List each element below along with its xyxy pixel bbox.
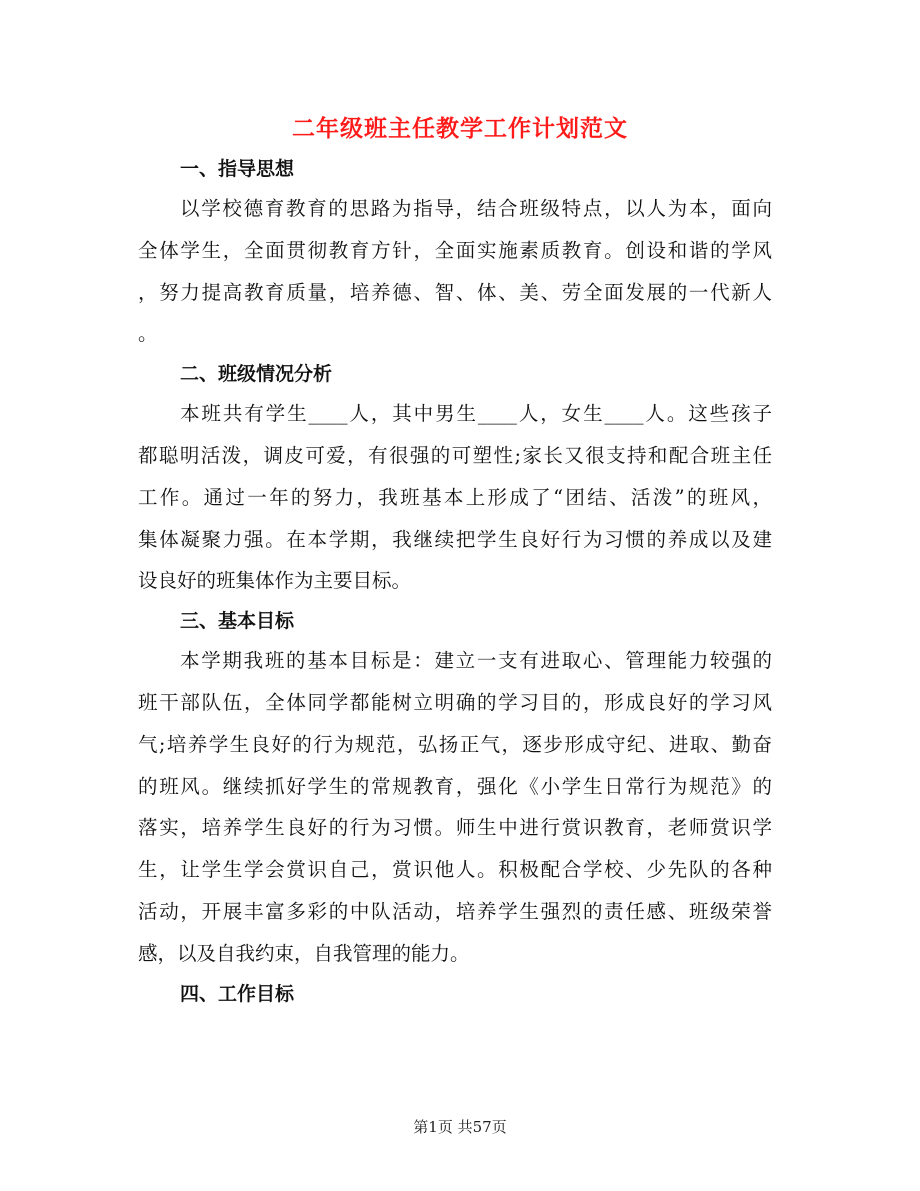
paragraph-line: 落实，培养学生良好的行为习惯。师生中进行赏识教育，老师赏识学 xyxy=(138,816,772,840)
paragraph-line: ，努力提高教育质量，培养德、智、体、美、劳全面发展的一代新人 xyxy=(138,280,772,304)
section-heading: 三、基本目标 xyxy=(180,610,295,633)
paragraph-line: 设良好的班集体作为主要目标。 xyxy=(138,569,412,593)
section xyxy=(138,602,772,974)
paragraph-line: 的班风。继续抓好学生的常规教育，强化《小学生日常行为规范》的 xyxy=(138,774,772,798)
section xyxy=(138,150,772,355)
paragraph-line: 活动，开展丰富多彩的中队活动，培养学生强烈的责任感、班级荣誉 xyxy=(138,899,772,923)
paragraph-line: 感，以及自我约束，自我管理的能力。 xyxy=(138,941,470,965)
paragraph-line: 。 xyxy=(138,322,158,346)
paragraph-line: 全体学生，全面贯彻教育方针，全面实施素质教育。创设和谐的学风 xyxy=(138,238,772,262)
section xyxy=(138,975,772,1013)
paragraph-line: 气;培养学生良好的行为规范，弘扬正气，逐步形成守纪、进取、勤奋 xyxy=(138,732,772,756)
section-heading: 二、班级情况分析 xyxy=(180,363,333,386)
paragraph-line: 都聪明活泼，调皮可爱，有很强的可塑性;家长又很支持和配合班主任 xyxy=(138,443,772,467)
paragraph-line: 本班共有学生____人，其中男生____人，女生____人。这些孩子 xyxy=(180,402,772,426)
section-heading: 四、工作目标 xyxy=(180,982,295,1005)
paragraph-line: 集体凝聚力强。在本学期，我继续把学生良好行为习惯的养成以及建 xyxy=(138,527,772,551)
paragraph-line: 工作。通过一年的努力，我班基本上形成了“团结、活泼”的班风， xyxy=(138,485,772,509)
paragraph-line: 生，让学生学会赏识自己，赏识他人。积极配合学校、少先队的各种 xyxy=(138,858,772,882)
section-heading: 一、指导思想 xyxy=(180,158,295,180)
document-body xyxy=(138,150,772,1013)
section xyxy=(138,355,772,602)
document-title: 二年级班主任教学工作计划范文 xyxy=(292,115,628,142)
paragraph-line: 以学校德育教育的思路为指导，结合班级特点，以人为本，面向 xyxy=(180,197,772,220)
page-footer: 第1页 共57页 xyxy=(413,1118,507,1136)
paragraph-line: 本学期我班的基本目标是：建立一支有进取心、管理能力较强的 xyxy=(180,649,772,673)
paragraph-line: 班干部队伍，全体同学都能树立明确的学习目的，形成良好的学习风 xyxy=(138,690,772,714)
